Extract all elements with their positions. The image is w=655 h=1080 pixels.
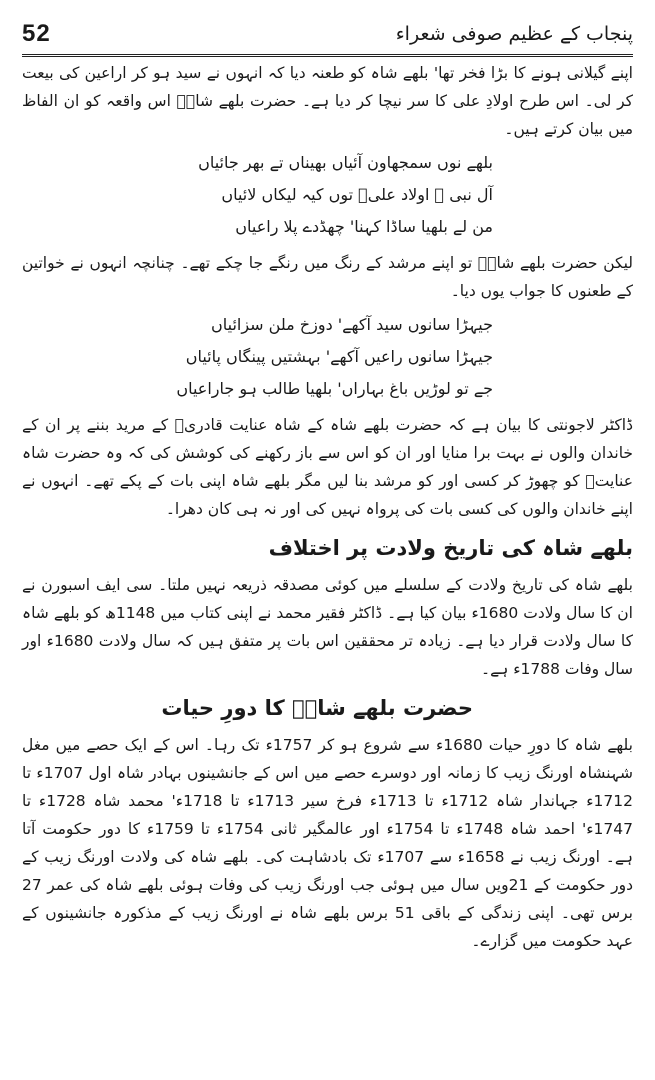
life-period-paragraph: بلھے شاہ کا دورِ حیات 1680ء سے شروع ہو کر 1757ء تک رہا۔ اس کے ایک حصے میں مغل شہنشاہ اورنگ زیب کا زمانہ اور دوسرے حصے میں اس کے جانشینوں بہادر شاہ اول 1707ء تا 1712ء جہاندار شاہ 1712ء تا 1713ء فرخ سیر 1713ء تا 1718ء' محمد شاہ 1728ء تا 1747ء' احمد شاہ 1748ء تا 1754ء اور عالمگیر ثانی 1754ء تا 1759ء کا دور حکومت آتا ہے۔ اورنگ زیب نے 1658ء سے 1707ء تک بادشاہت کی۔ بلھے شاہ کی ولادت اورنگ زیب کے دور حکومت کے 21ویں سال میں ہوئی جب اورنگ زیب کی وفات ہوئی بلھے شاہ کی عمر 27 برس تھی۔ اپنی زندگی کے باقی 51 برس بلھے شاہ نے اورنگ زیب کے مذکورہ جانشینوں کے عہد حکومت میں گزارے۔ — [22, 736, 633, 950]
verse-line: من لے بلھیا ساڈا کہنا' چھڈدے پلا راعیاں — [235, 217, 493, 236]
doctor-paragraph: ڈاکٹر لاجونتی کا بیان ہے کہ حضرت بلھے شاہ کے شاہ عنایت قادریؒ کے مرید بننے پر ان کے خاندان والوں نے بہت برا منایا اور ان کو اس سے باز رکھنے کی کوشش کی کہ وہ حضرت شاہ عنایتؒ کو چھوڑ کر کسی اور کو مرشد بنا لیں مگر بلھے شاہ اپنی بات کے پکے تھے۔ انہوں نے اپنے خاندان والوں کی کسی بات کی پرواہ نہیں کی اور نہ ہی کان دھرا۔ — [22, 416, 633, 518]
running-title: پنجاب کے عظیم صوفی شعراء — [395, 23, 633, 45]
page-number: 52 — [22, 20, 51, 47]
section-heading-birth-date: بلھے شاہ کی تاریخ ولادت پر اختلاف — [268, 536, 633, 560]
page-header — [22, 14, 633, 57]
verse-block-2 — [22, 309, 633, 405]
middle-paragraph: لیکن حضرت بلھے شاہؒ تو اپنے مرشد کے رنگ میں رنگے جا چکے تھے۔ چنانچہ انہوں نے خواتین کے طعنوں کا جواب یوں دیا۔ — [22, 254, 633, 300]
verse-line: بلھے نوں سمجھاون آئیاں بھیناں تے بھر جائیاں — [198, 153, 493, 172]
page-content — [22, 59, 633, 955]
verse-block-1 — [22, 147, 633, 243]
verse-line: آل نبی ﷺ اولاد علیؑ توں کیہ لیکاں لائیاں — [221, 185, 493, 204]
verse-line: جیہڑا سانوں راعیں آکھے' بہشتیں پینگاں پائیاں — [185, 347, 493, 366]
birth-date-paragraph: بلھے شاہ کی تاریخ ولادت کے سلسلے میں کوئی مصدقہ ذریعہ نہیں ملتا۔ سی ایف اسبورن نے ان کا سال ولادت 1680ء بیان کیا ہے۔ ڈاکٹر فقیر محمد نے اپنی کتاب میں 1148ھ کو بلھے شاہ کا سال ولادت قرار دیا ہے۔ زیادہ تر محققین اس بات پر متفق ہیں کہ سال ولادت 1680ء اور سال وفات 1788ء ہے۔ — [22, 576, 633, 678]
intro-paragraph: اپنے گیلانی ہونے کا بڑا فخر تھا' بلھے شاہ کو طعنہ دیا کہ انہوں نے سید ہو کر اراعین کی بیعت کر لی۔ اس طرح اولادِ علی کا سر نیچا کر دیا ہے۔ حضرت بلھے شاہؒ اس واقعہ کو ان الفاظ میں بیان کرتے ہیں۔ — [22, 64, 633, 138]
verse-line: جیہڑا سانوں سید آکھے' دوزخ ملن سزائیاں — [210, 315, 493, 334]
verse-line: جے تو لوڑیں باغ بہاراں' بلھیا طالب ہو جاراعیاں — [176, 379, 493, 398]
section-heading-life-period: حضرت بلھے شاہؒ کا دورِ حیات — [161, 696, 473, 720]
